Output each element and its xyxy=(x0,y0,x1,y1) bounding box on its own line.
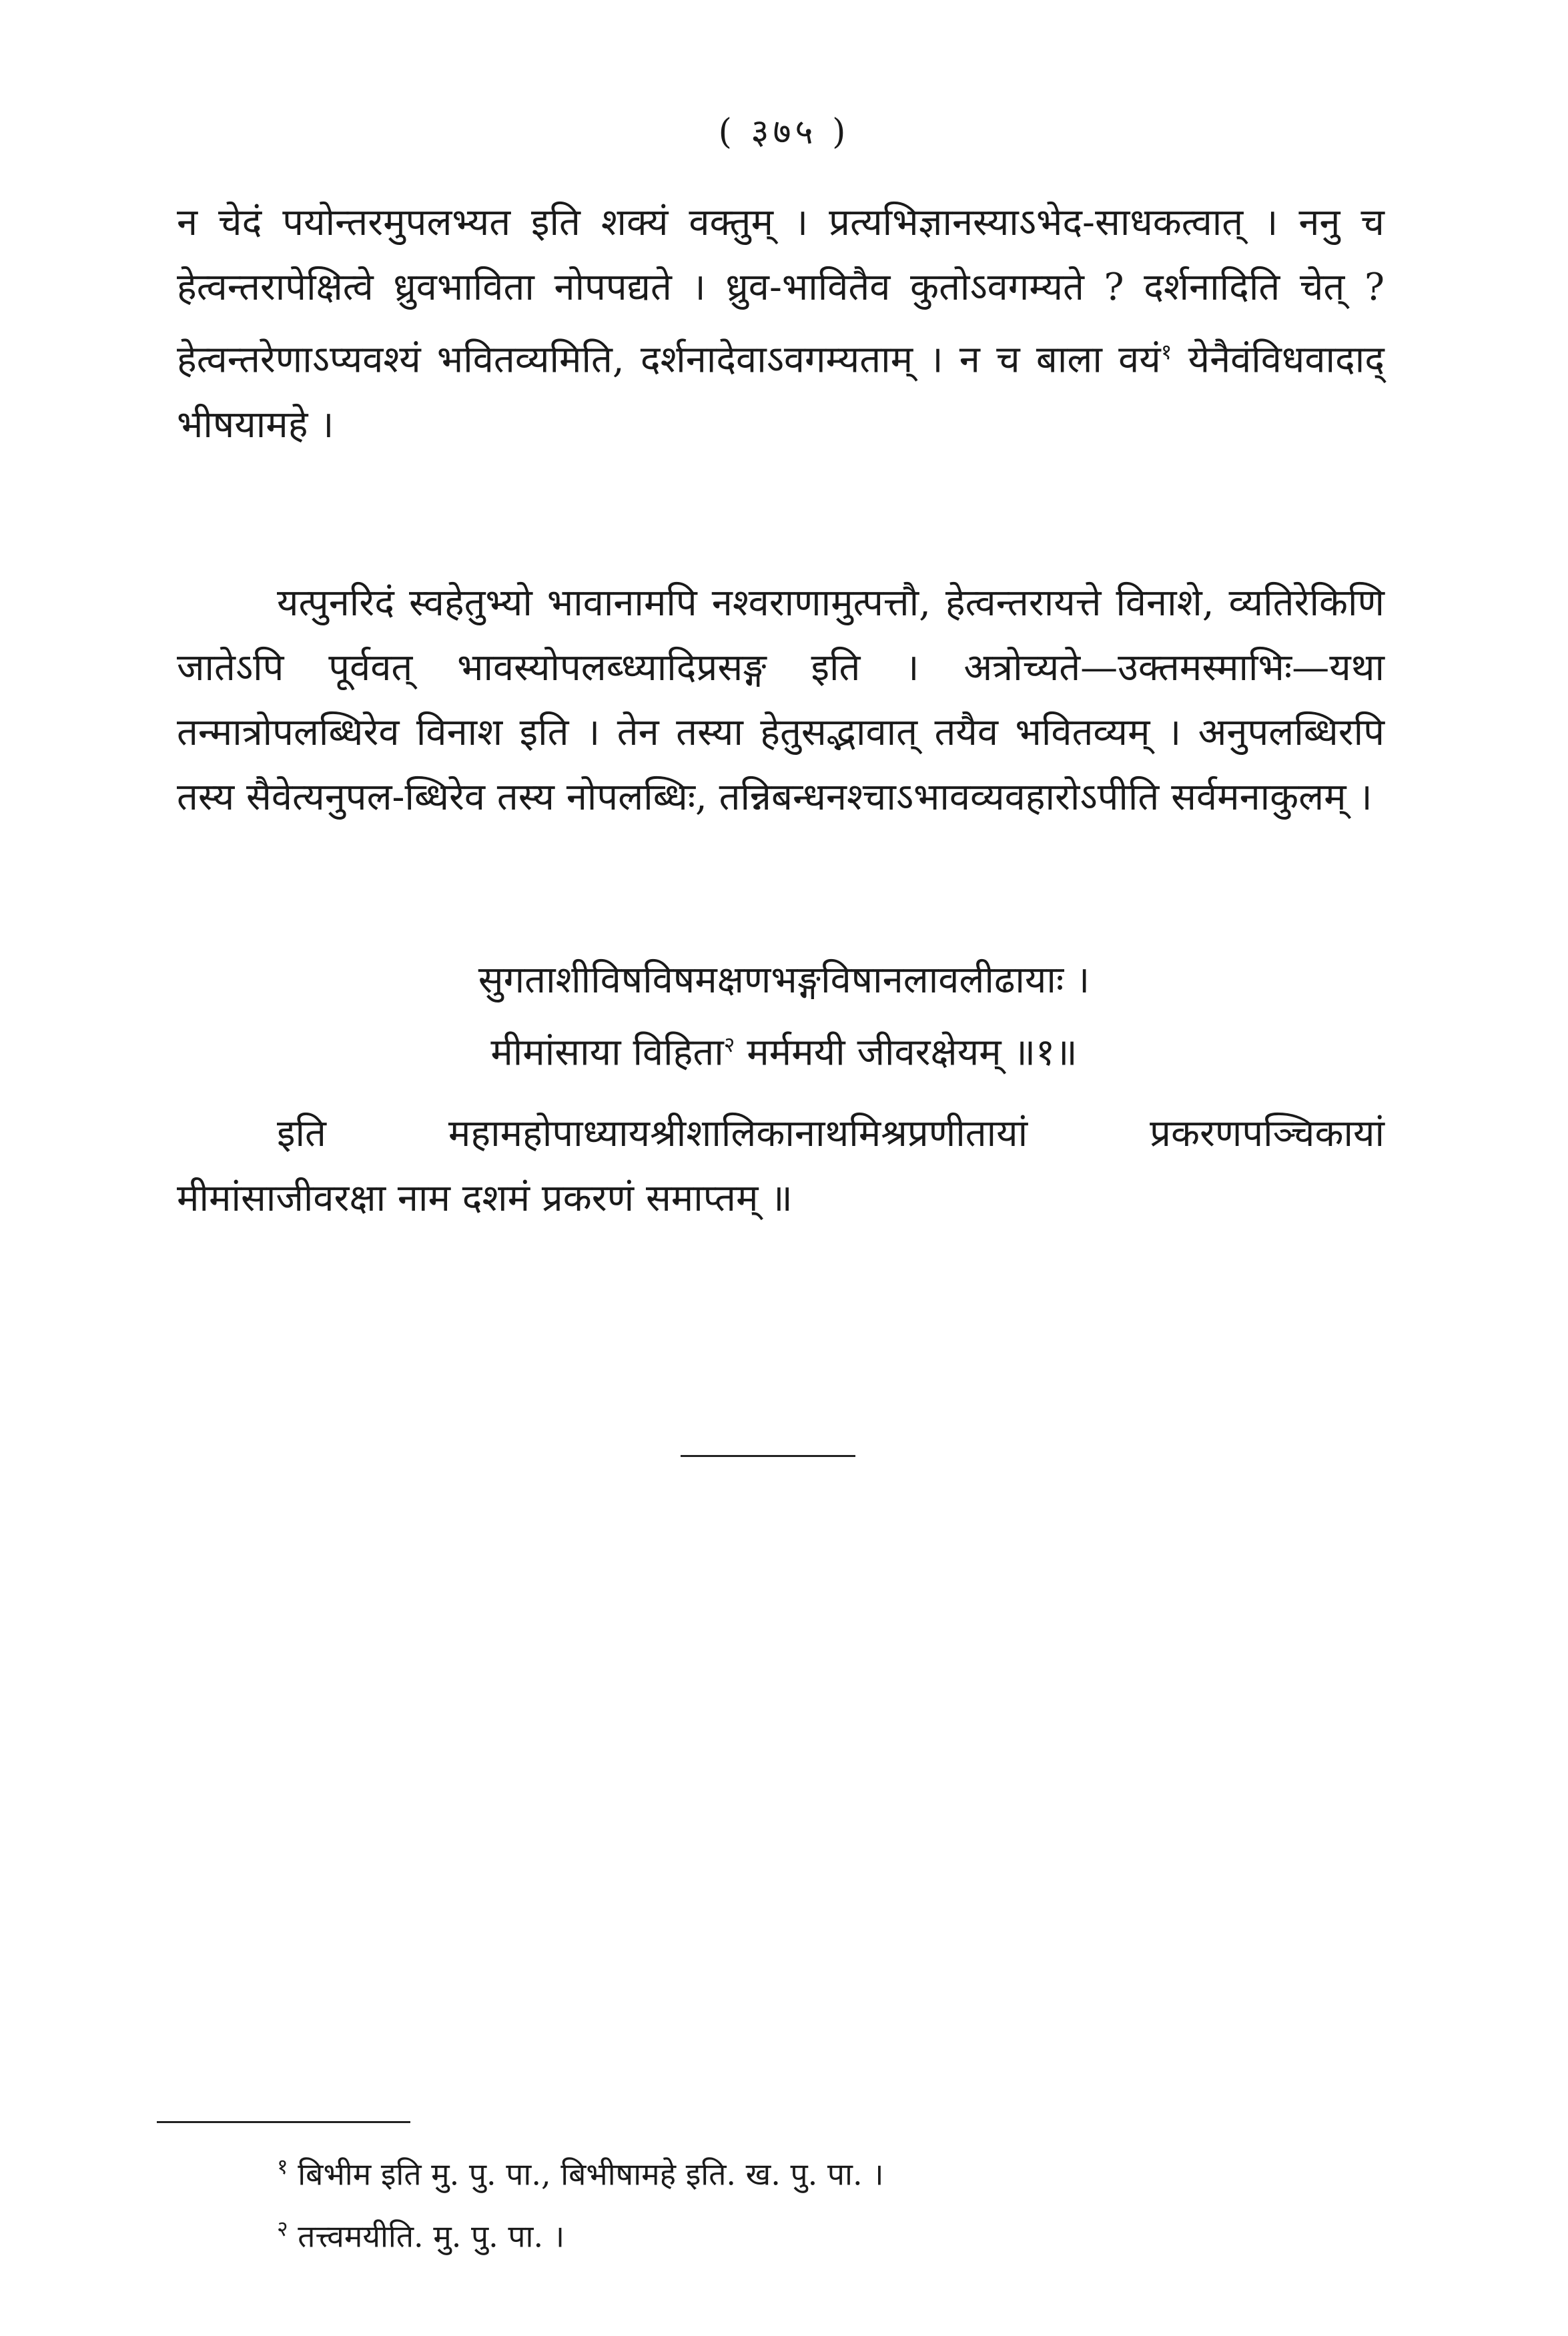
section-divider xyxy=(681,1455,855,1457)
verse-line-2 xyxy=(0,1012,1568,1085)
footnote-ref-1: १ xyxy=(1160,339,1172,364)
verse xyxy=(0,948,1568,1085)
footnote-ref-2: २ xyxy=(723,1032,735,1057)
footnote-divider xyxy=(157,2121,410,2123)
paragraph-1-text: न चेदं पयोन्तरमुपलभ्यत इति शक्यं वक्तुम् । प्रत्यभिज्ञानस्याऽभेद-साधकत्वात् । ननु च हेत्वन्तरापेक्षित्वे ध्रुवभाविता नोपपद्यते । ध्रुव-भावितैव कुतोऽवगम्यते ? दर्शनादिति चेत् ? हेत्वन्तरेणाऽप्यवश्यं भवितव्यमिति, दर्शनादेवाऽवगम्यताम् । न च बाला वयं xyxy=(177,201,1385,382)
footnotes xyxy=(277,2139,1411,2264)
footnote-text-2: तत्त्वमयीति. मु. पु. पा. । xyxy=(288,2218,565,2255)
footnote-2 xyxy=(277,2201,1411,2263)
footnote-mark-2: २ xyxy=(277,2216,288,2242)
footnote-mark-1: १ xyxy=(277,2154,288,2179)
paragraph-2: यत्पुनरिदं स्वहेतुभ्यो भावानामपि नश्वराणामुत्पत्तौ, हेत्वन्तरायत्ते विनाशे, व्यतिरेकिणि जातेऽपि पूर्ववत् भावस्योपलब्ध्यादिप्रसङ्ग इति । अत्रोच्यते—उक्तमस्माभिः—यथा तन्मात्रोपलब्धिरेव विनाश इति । तेन तस्या हेतुसद्भावात् तयैव भवितव्यम् । अनुपलब्धिरपि तस्य सैवेत्यनुपल-ब्धिरेव तस्य नोपलब्धिः, तन्निबन्धनश्चाऽभावव्यवहारोऽपीति सर्वमनाकुलम् । xyxy=(177,581,1385,819)
footnote-1 xyxy=(277,2139,1411,2201)
verse-line-2-end: मर्ममयी जीवरक्षेयम् ॥१॥ xyxy=(735,1031,1078,1075)
page-number: ( ३७५ ) xyxy=(718,112,850,152)
verse-line-1: सुगताशीविषविषमक्षणभङ्गविषानलावलीढायाः । xyxy=(478,958,1090,1002)
footnote-text-1: बिभीम इति मु. पु. पा., बिभीषामहे इति. ख. पु. पा. । xyxy=(288,2156,884,2193)
verse-line-2-start: मीमांसाया विहिता xyxy=(490,1031,724,1075)
paragraph-1 xyxy=(177,190,1385,457)
paragraph-1-end: येनैवंविधवादाद् भीषयामहे । xyxy=(177,338,1385,447)
colophon: इति महामहोपाध्यायश्रीशालिकानाथमिश्रप्रणीतायां प्रकरणपञ्चिकायां मीमांसाजीवरक्षा नाम दशमं प्रकरणं समाप्तम् ॥ xyxy=(177,1112,1385,1220)
